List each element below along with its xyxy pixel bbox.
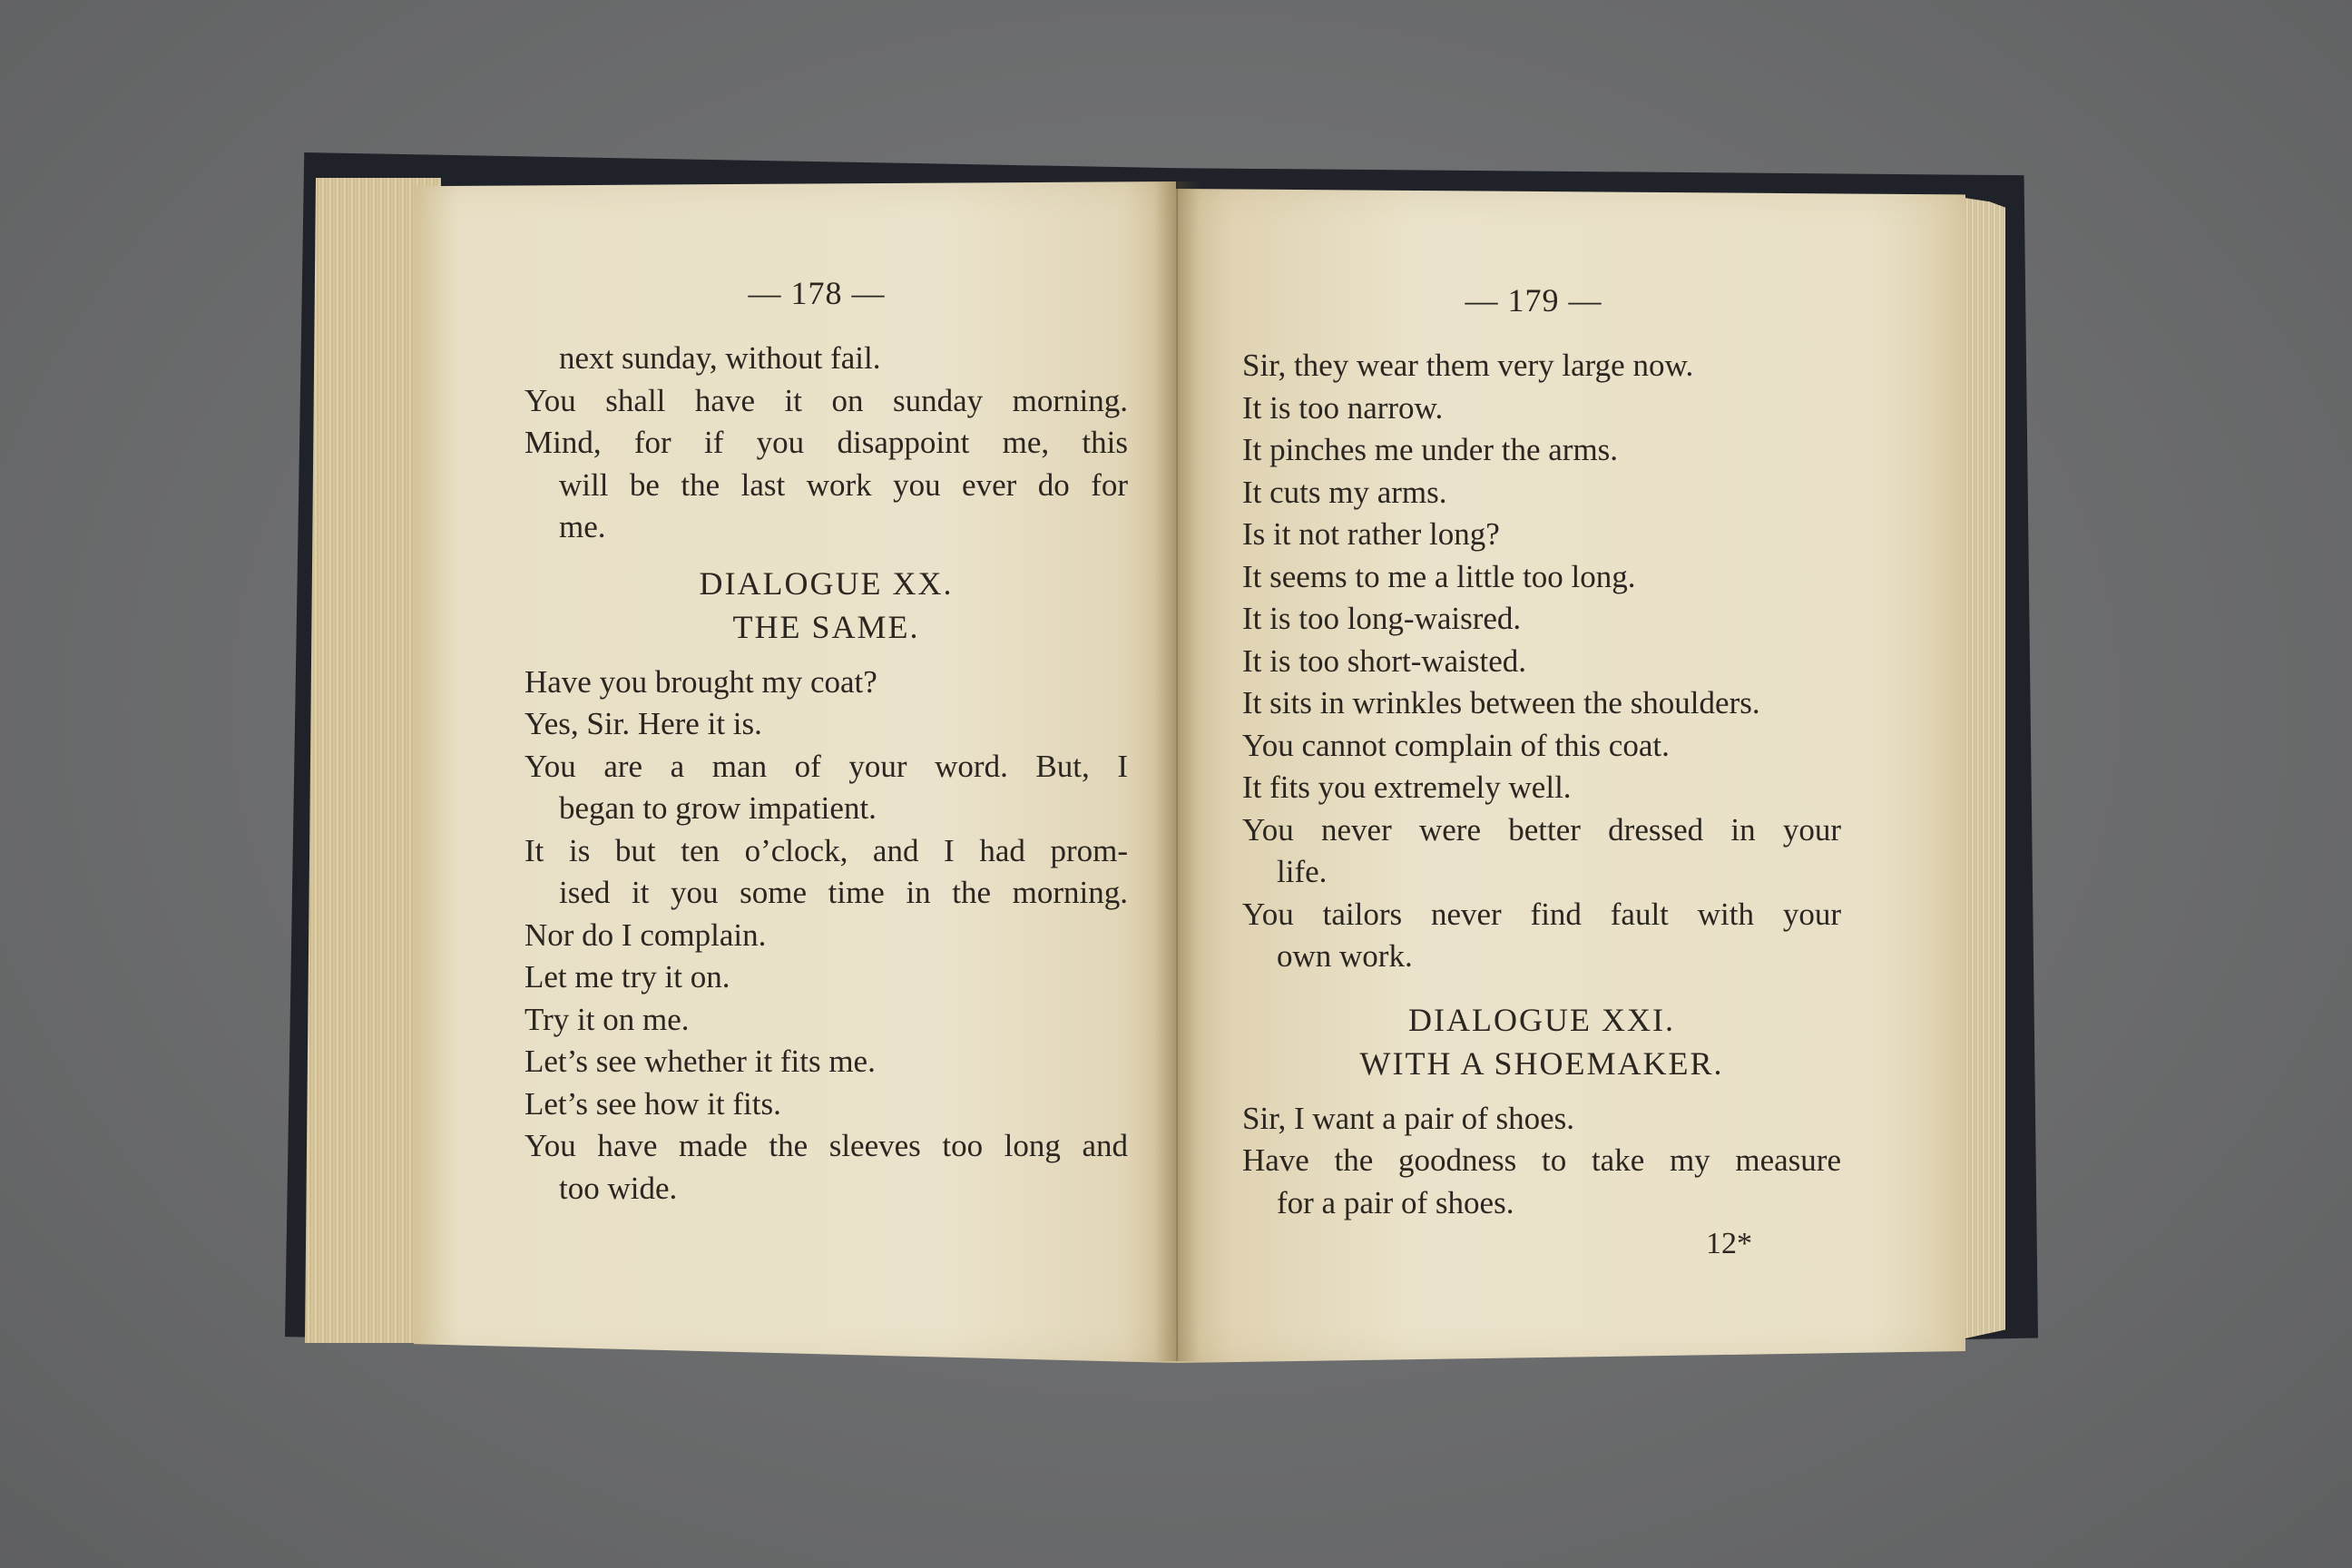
page-number-left: — 178 —	[748, 275, 886, 311]
text-line: It fits you extremely well.	[1242, 769, 1572, 805]
text-line: next sunday, without fail.	[559, 340, 881, 376]
text-line: Sir, I want a pair of shoes.	[1242, 1100, 1575, 1136]
dialogue-heading: DIALOGUE XX.	[699, 564, 954, 602]
text-line: It cuts my arms.	[1242, 474, 1447, 510]
text-line: You cannot complain of this coat.	[1242, 727, 1670, 763]
text-line: began to grow impatient.	[559, 790, 877, 826]
text-line: It seems to me a little too long.	[1242, 558, 1636, 594]
book-gutter	[1154, 181, 1200, 1361]
text-line: too wide.	[559, 1170, 678, 1206]
page-number-right: — 179 —	[1465, 282, 1602, 318]
dialogue-heading: DIALOGUE XXI.	[1408, 1001, 1675, 1038]
text-line: You tailors never find fault with your	[1242, 896, 1841, 932]
text-line: Have you brought my coat?	[524, 663, 877, 700]
text-line: Let me try it on.	[524, 959, 730, 995]
text-line: Try it on me.	[524, 1001, 690, 1037]
text-line: It is but ten o’clock, and I had prom-	[524, 832, 1128, 868]
right-page-text	[1242, 345, 1841, 1224]
text-line: own work.	[1277, 938, 1413, 974]
text-line: You have made the sleeves too long and	[524, 1128, 1128, 1163]
text-line: Have the goodness to take my measure	[1242, 1142, 1841, 1178]
text-line: life.	[1277, 854, 1328, 889]
text-line: Sir, they wear them very large now.	[1242, 348, 1694, 383]
text-line: Is it not rather long?	[1242, 516, 1500, 552]
dialogue-subheading: WITH A SHOEMAKER.	[1359, 1044, 1724, 1082]
text-line: You are a man of your word. But, I	[524, 748, 1128, 784]
text-line: Let’s see whether it fits me.	[524, 1044, 876, 1079]
text-line: me.	[559, 509, 606, 544]
dialogue-subheading: THE SAME.	[732, 608, 920, 645]
signature-mark: 12*	[1706, 1227, 1752, 1260]
text-line: It is too narrow.	[1242, 389, 1444, 426]
text-line: Yes, Sir. Here it is.	[524, 706, 762, 741]
text-line: It is too long-waisred.	[1242, 601, 1522, 636]
text-line: ised it you some time in the morning.	[559, 875, 1128, 910]
text-line: It pinches me under the arms.	[1242, 432, 1619, 467]
text-line: You never were better dressed in your	[1242, 811, 1841, 848]
left-page-text	[524, 338, 1128, 1210]
text-line: will be the last work you ever do for	[559, 466, 1128, 503]
text-line: Nor do I complain.	[524, 916, 767, 953]
text-line: It sits in wrinkles between the shoulders.	[1242, 685, 1760, 720]
text-line: Let’s see how it fits.	[524, 1085, 781, 1122]
text-line: It is too short-waisted.	[1242, 642, 1527, 679]
text-line: for a pair of shoes.	[1277, 1184, 1514, 1220]
text-line: You shall have it on sunday morning.	[524, 382, 1128, 418]
text-line: Mind, for if you disappoint me, this	[524, 425, 1128, 460]
